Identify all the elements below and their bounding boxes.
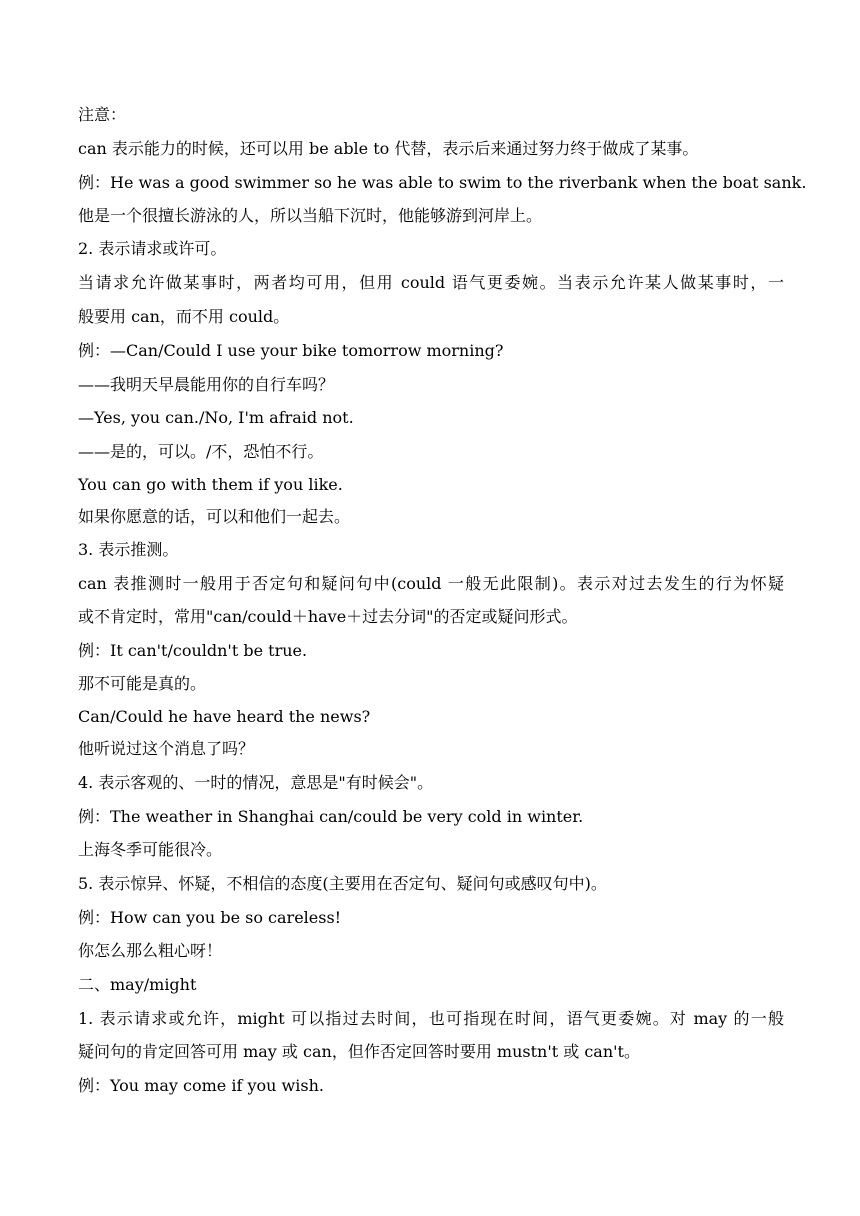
- translation-line: 如果你愿意的话，可以和他们一起去。: [78, 507, 351, 526]
- translation-line: 你怎么那么粗心呀！: [78, 941, 223, 960]
- translation-line: 他听说过这个消息了吗？: [78, 739, 255, 758]
- example-line: You can go with them if you like.: [78, 475, 343, 494]
- example-line: Can/Could he have heard the news?: [78, 707, 371, 726]
- paragraph-line: can 表推测时一般用于否定句和疑问句中(could 一般无此限制)。表示对过去发生的行为怀疑: [78, 574, 784, 593]
- example-line: 例：How can you be so careless!: [78, 908, 342, 927]
- section-heading: 2. 表示请求或许可。: [78, 239, 227, 258]
- paragraph-line: can 表示能力的时候，还可以用 be able to 代替，表示后来通过努力终于做成了某事。: [78, 139, 699, 158]
- paragraph-line: 或不肯定时，常用"can/could＋have＋过去分词"的否定或疑问形式。: [78, 607, 578, 626]
- example-line: 例：You may come if you wish.: [78, 1076, 324, 1095]
- translation-line: ——是的，可以。/不，恐怕不行。: [78, 442, 324, 461]
- example-line: 例：—Can/Could I use your bike tomorrow morning?: [78, 341, 504, 360]
- example-line: 例：It can't/couldn't be true.: [78, 641, 308, 660]
- section-heading: 5. 表示惊异、怀疑，不相信的态度(主要用在否定句、疑问句或感叹句中)。: [78, 874, 607, 893]
- paragraph-line: 疑问句的肯定回答可用 may 或 can，但作否定回答时要用 mustn't 或 can't。: [78, 1042, 640, 1061]
- section-heading: 3. 表示推测。: [78, 540, 179, 559]
- translation-line: 那不可能是真的。: [78, 674, 207, 693]
- section-heading: 4. 表示客观的、一时的情况，意思是"有时候会"。: [78, 773, 434, 792]
- example-line: —Yes, you can./No, I'm afraid not.: [78, 408, 354, 427]
- example-line: 例：He was a good swimmer so he was able to swim to the riverbank when the boat sank.: [78, 173, 807, 192]
- translation-line: ——我明天早晨能用你的自行车吗？: [78, 375, 335, 394]
- note-heading: 注意：: [78, 105, 127, 124]
- paragraph-line: 1. 表示请求或允许，might 可以指过去时间，也可指现在时间，语气更委婉。对 may 的一般: [78, 1009, 784, 1028]
- section-heading: 二、may/might: [78, 975, 197, 994]
- translation-line: 他是一个很擅长游泳的人，所以当船下沉时，他能够游到河岸上。: [78, 206, 543, 225]
- translation-line: 上海冬季可能很冷。: [78, 840, 223, 859]
- paragraph-line: 当请求允许做某事时，两者均可用，但用 could 语气更委婉。当表示允许某人做某事时，一: [78, 273, 784, 292]
- paragraph-line: 般要用 can，而不用 could。: [78, 307, 290, 326]
- example-line: 例：The weather in Shanghai can/could be very cold in winter.: [78, 807, 584, 826]
